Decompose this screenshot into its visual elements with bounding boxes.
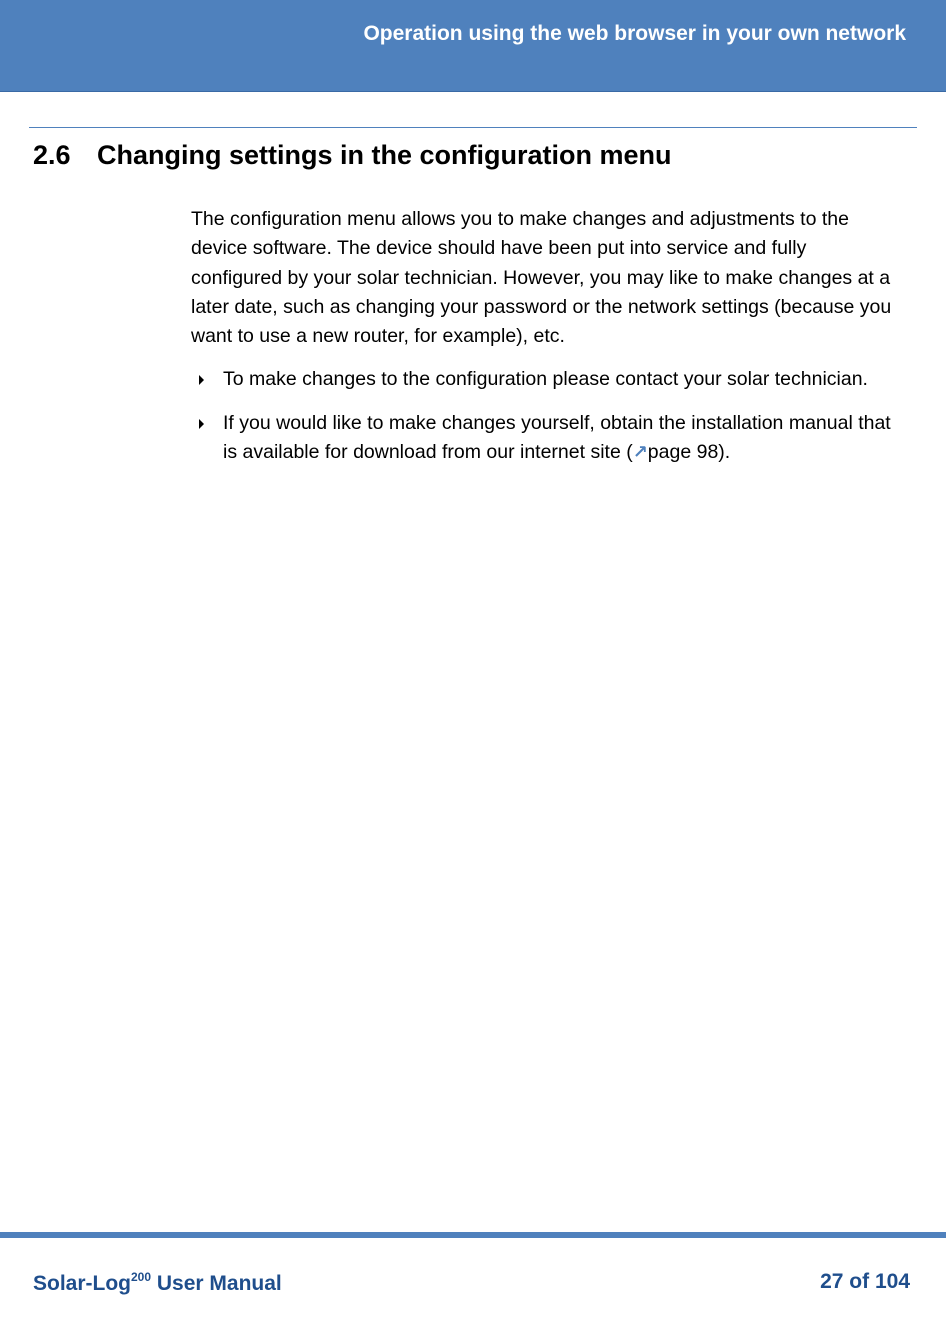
- triangle-bullet-icon: [199, 419, 204, 429]
- manual-label: User Manual: [151, 1272, 282, 1295]
- section-body: [191, 205, 901, 481]
- page-reference-link[interactable]: page 98: [647, 441, 719, 464]
- arrow-up-right-icon[interactable]: ↗: [632, 442, 648, 464]
- intro-paragraph: The configuration menu allows you to make changes and adjustments to the device software. The device should have been put into service and fully configured by your solar technician. However, you may like to make changes at a later date, such as changing your password or the network settings (because you want to use a new router, for example), etc.: [191, 208, 892, 348]
- triangle-bullet-icon: [199, 375, 204, 385]
- footer-product: [33, 1270, 282, 1296]
- top-divider: [29, 127, 917, 128]
- footer-divider: [0, 1232, 946, 1238]
- product-name: Solar-Log: [33, 1272, 131, 1295]
- section-title: Changing settings in the configuration menu: [97, 140, 672, 170]
- page-number: 27 of 104: [820, 1270, 910, 1293]
- list-item-text: If you would like to make changes yourself, obtain the installation manual that is available for download from our internet site (: [223, 411, 891, 464]
- header-band: [0, 0, 946, 92]
- section-heading: [33, 140, 672, 171]
- list-item-text: To make changes to the configuration please contact your solar technician.: [223, 368, 868, 391]
- chapter-title: Operation using the web browser in your own network: [363, 22, 906, 45]
- list-item: [191, 365, 901, 394]
- instruction-list: [191, 365, 901, 467]
- product-model: 200: [131, 1270, 152, 1284]
- list-item-text-end: ).: [718, 441, 731, 464]
- list-item: [191, 409, 901, 468]
- section-number: 2.6: [33, 140, 71, 170]
